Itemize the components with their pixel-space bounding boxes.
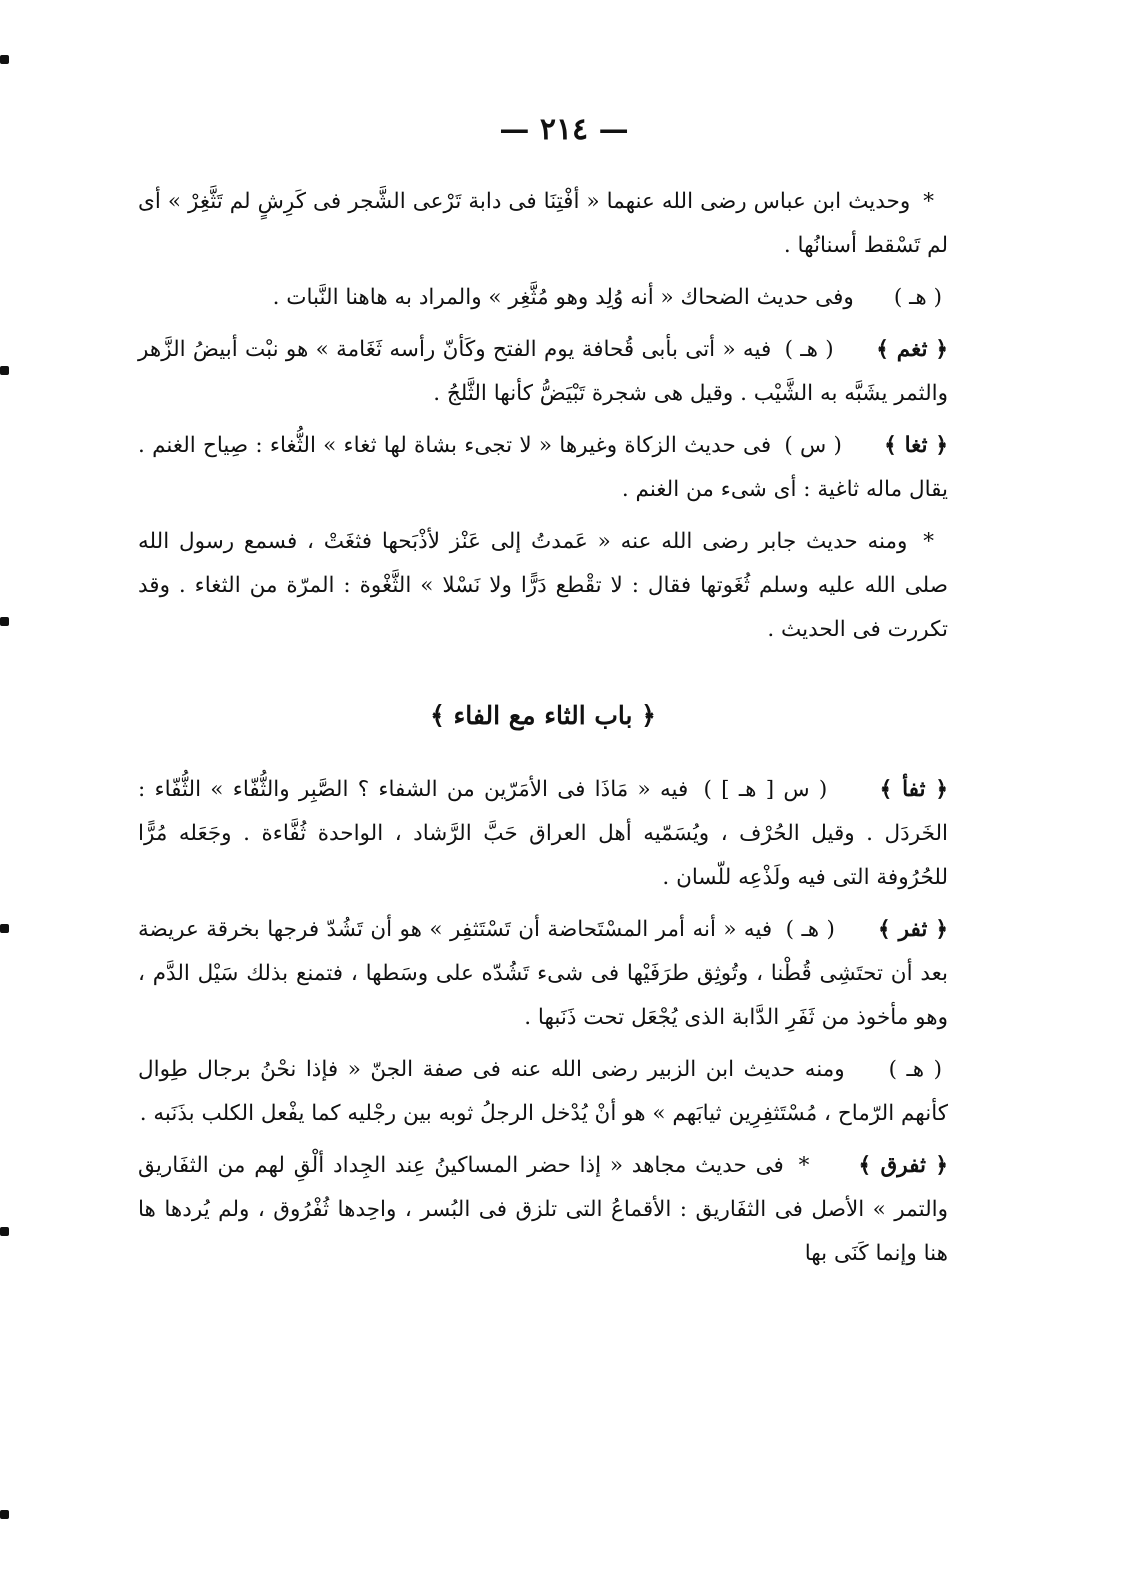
entry-star-marker: * — [798, 1153, 810, 1178]
paragraph-text: فيه « أنه أمر المسْتَحاضة أن تَسْتَثفِر » هو أن تَشُدّ فرجها بخرقة عريضة بعد أن تحتَشِى قُطْنا ، وتُوثِق طرَفَيْها فى شىء تَشُدّه على وسَطها ، فتمنع بذلك سَيْل الدَّم ، وهو مأخوذ من ثَفَرِ الدَّابة الذى يُجْعَل تحت ذَنَبها . — [138, 917, 948, 1030]
source-code: ( هـ ) — [785, 917, 835, 942]
source-code: ( هـ ) — [888, 1057, 942, 1082]
paragraph — [138, 180, 948, 268]
paragraph — [138, 424, 948, 512]
paragraph-text: ومنه حديث جابر رضى الله عنه « عَمدتُ إلى عَنْز لأذْبَحها فثغَتْ ، فسمع رسول الله صلى الله عليه وسلم ثُغَوتها فقال : لا تقْطع دَرًّا ولا نَسْلا » الثَّغْوة : المرّة من الثغاء . وقد تكررت فى الحديث . — [138, 529, 948, 642]
paragraph-text: فيه « مَاذَا فى الأمَرّين من الشفاء ؟ الصَّبِر والثُّفّاء » الثُّفّاء : الخَردَل . وقيل الحُرْف ، ويُسَمّيه أهل العراق حَبَّ الرَّشاد ، الواحدة ثُفَّاءة . وجَعَله مُرًّا للحُرُوفة التى فيه ولَذْعِه للّسان . — [138, 777, 948, 890]
page-number: — ٢١٤ — — [499, 112, 629, 147]
binding-mark — [0, 1227, 9, 1236]
paragraph-text: فيه « أتى بأبى قُحافة يوم الفتح وكَأنّ رأسه ثَغَامة » هو نبْت أبيضُ الزَّهر والثمر يشَبَّه به الشَّيْب . وقيل هى شجرة تَبْيَضُّ كأنها الثَّلجُ . — [138, 337, 948, 406]
paragraph-text: فى حديث الزكاة وغيرها « لا تجىء بشاة لها ثغاء » الثُّغاء : صِياح الغنم . يقال ماله ثاغية : أى شىء من الغنم . — [138, 433, 948, 502]
entry-headword: ﴿ ثغا ﴾ — [884, 433, 948, 458]
entry-headword: ﴿ ثفرق ﴾ — [858, 1153, 948, 1178]
paragraph — [138, 1144, 948, 1276]
entry-headword: ﴿ ثفأ ﴾ — [879, 777, 948, 802]
paragraph-text: ومنه حديث ابن الزبير رضى الله عنه فى صفة الجنّ « فإذا نحْنُ برجال طِوال كأنهم الرّماح ، مُسْتَثفِرِين ثيابَهم » هو أنْ يُدْخل الرجلُ ثوبه بين رجْليه كما يفْعل الكلب بذَنَبه . — [138, 1057, 948, 1126]
entry-star-marker: * — [923, 529, 934, 554]
entry-headword: ﴿ ثغم ﴾ — [876, 337, 948, 362]
binding-mark — [0, 924, 9, 933]
binding-mark — [0, 55, 9, 64]
paragraph — [138, 908, 948, 1040]
paragraph — [138, 520, 948, 652]
paragraph-text: فى حديث مجاهد « إذا حضر المساكينُ عِند الجِداد ألْقِ لهم من الثفَاريق والتمر » الأصل فى الثفَاريق : الأقماعُ التى تلزق فى البُسر ، واحِدها ثُفْرُوق ، ولم يُردها ها هنا وإنما كَنَى بها — [138, 1153, 948, 1266]
binding-mark — [0, 1510, 9, 1519]
source-code: ( هـ ) — [893, 285, 942, 310]
source-code: ( س [ هـ ] ) — [703, 777, 828, 802]
paragraph-text: وفى حديث الضحاك « أنه وُلِد وهو مُثَّغِر » والمراد به هاهنا النَّبات . — [272, 285, 854, 310]
paragraph-text: وحديث ابن عباس رضى الله عنهما « أفْتِنَا فى دابة تَرْعى الشَّجر فى كَرِشٍ لم تَثَّغِرْ » أى لم تَسْقط أسنانُها . — [138, 189, 948, 258]
binding-mark — [0, 366, 9, 375]
source-code: ( هـ ) — [784, 337, 834, 362]
paragraph — [138, 1048, 948, 1136]
page-body — [138, 180, 948, 1284]
paragraph — [138, 768, 948, 900]
source-code: ( س ) — [784, 433, 842, 458]
entry-headword: ﴿ ثفر ﴾ — [877, 917, 949, 942]
entry-star-marker: * — [923, 189, 934, 214]
paragraph — [138, 276, 948, 320]
paragraph — [138, 328, 948, 416]
section-heading: ﴿ باب الثاء مع الفاء ﴾ — [430, 701, 656, 730]
binding-mark — [0, 617, 9, 626]
